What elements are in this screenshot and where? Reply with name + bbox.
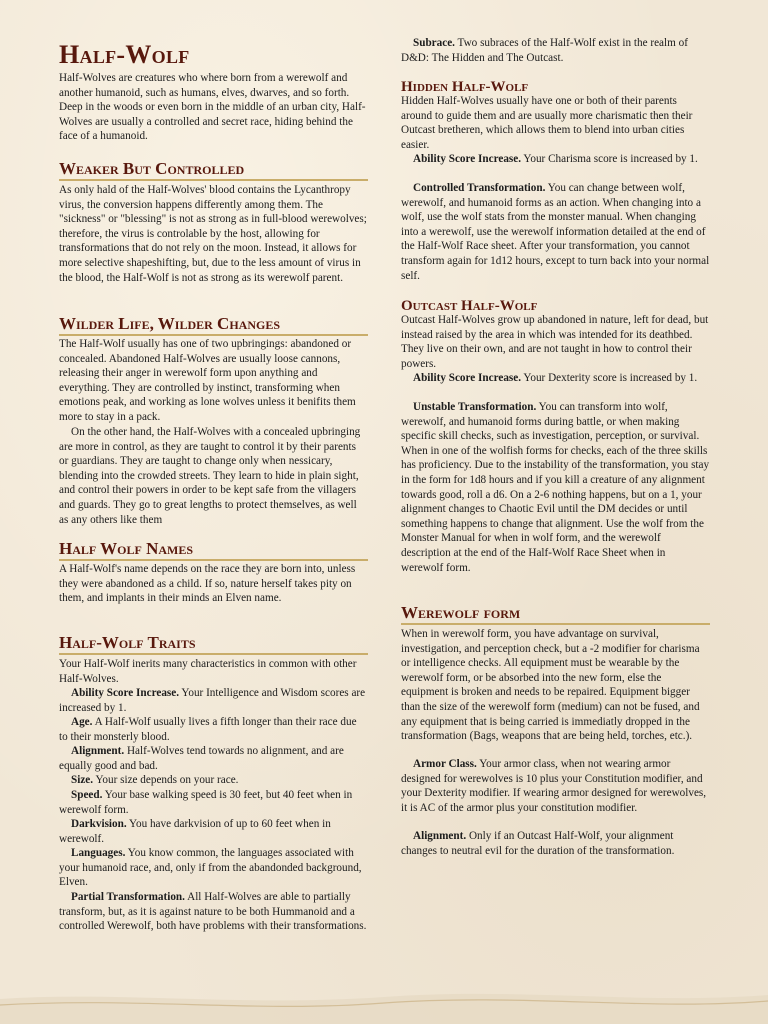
- wilder-paragraph-2: On the other hand, the Half-Wolves with a concealed upbringing are more in control, as they are taught to control it by their parents or guardians. They are taught to change only when nessicary, blending into the crowded streets. They learn to hide in plain sight, and control their powers in order to be kept safe from the villagers and guards. They go to great lengths to protect themselves, as well as any others like them: [59, 426, 361, 526]
- hidden-paragraph: Hidden Half-Wolves usually have one or both of their parents around to guide them and are usually more charismatic then their Outcast bretheren, which allows them to blend into urban cities easier.: [401, 95, 693, 151]
- subrace-paragraph: Subrace. Two subraces of the Half-Wolf exist in the realm of D&D: The Hidden and The Outcast.: [401, 37, 688, 64]
- hidden-ability-score: Ability Score Increase. Your Charisma score is increased by 1.: [413, 153, 698, 165]
- outcast-paragraph: Outcast Half-Wolves grow up abandoned in nature, left for dead, but instead raised by the area in which was intended for its deathbed. They live on their own, and are not taught in how to control their powers.: [401, 314, 709, 370]
- outcast-ability-score: Ability Score Increase. Your Dexterity score is increased by 1.: [413, 372, 698, 384]
- werewolf-paragraph: When in werewolf form, you have advantage on survival, investigation, and perception check, but a -2 modifier for charisma or intelligence checks. All equipment must be wearable by the werewolf form, or be absorbed into the new form, else the equipment is broken and needs to be repaired. Equipment bigger than the size of the werewolf form (medium) can not be fused, and any equipment that is being carried is immediatly dropped in the transformation (Bags, weapons that are being held, torches, etc.).: [401, 628, 700, 743]
- heading-hidden-half-wolf: Hidden Half-Wolf: [401, 79, 529, 95]
- heading-werewolf-form: Werewolf form: [401, 603, 710, 625]
- page-title: Half-Wolf: [59, 40, 190, 69]
- werewolf-armor-class: Armor Class. Your armor class, when not wearing armor designed for werewolves is 10 plus your Constitution modifier, and your Dexterity modifier. If wearing armor designed for werewolves, it is AC of the armor plus your constitution modifier.: [401, 758, 707, 814]
- outcast-unstable-transformation: Unstable Transformation. You can transform into wolf, werewolf, and humanoid forms during battle, or when making specific skill checks, such as investigation, perception, or survival. When in one of the wolfish forms for checks, each of the three skills has proficiency. Due to the instability of the transformation, you stay in the form for 1d8 hours and if you kill a creature of any alignment towards good, roll a d6. On a 2-6 nothing happens, but on a 1, your alignment changes to Chaotic Evil until the DM decides or until something happens to change that alignment. Use the wolf from the Monster Manual for when in wolf form, and the werewolf description at the end of the Half-Wolf Race Sheet when in werewolf form.: [401, 401, 710, 574]
- trait-darkvision: Darkvision. You have darkvision of up to 60 feet when in werewolf.: [59, 818, 331, 845]
- wilder-paragraph-1: The Half-Wolf usually has one of two upbringings: abandoned or concealed. Abandoned Half-Wolves are usually loose cannons, releasing their anger in werewolf form upon anything and everything. They are controlled by instinct, transforming when emotions peak, and working as lone wolves unless it benifits them more to stay in a pack.: [59, 338, 356, 423]
- heading-weaker-but-controlled: Weaker But Controlled: [59, 159, 368, 181]
- heading-outcast-half-wolf: Outcast Half-Wolf: [401, 298, 538, 314]
- werewolf-alignment: Alignment. Only if an Outcast Half-Wolf, your alignment changes to neutral evil for the duration of the transformation.: [401, 830, 675, 857]
- trait-size: Size. Your size depends on your race.: [71, 774, 239, 786]
- trait-alignment: Alignment. Half-Wolves tend towards no alignment, and are equally good and bad.: [59, 745, 344, 772]
- trait-ability-score: Ability Score Increase. Your Intelligence and Wisdom scores are increased by 1.: [59, 687, 366, 714]
- trait-speed: Speed. Your base walking speed is 30 feet, but 40 feet when in werewolf form.: [59, 789, 353, 816]
- intro-paragraph: Half-Wolves are creatures who where born from a werewolf and another humanoid, such as humans, elves, dwarves, and so forth. Deep in the woods or even born in the middle of an urban city, Half-Wolves are usually a controlled and secret race, hiding behind the face of a humanoid.: [59, 72, 366, 143]
- heading-half-wolf-names: Half Wolf Names: [59, 539, 368, 561]
- trait-partial-transformation: Partial Transformation. All Half-Wolves are able to partially transform, but, as it is against nature to be both Hummanoid and a controlled Werewolf, both have problems with their transformations.: [59, 891, 367, 933]
- heading-wilder-life: Wilder Life, Wilder Changes: [59, 314, 368, 336]
- names-paragraph: A Half-Wolf's name depends on the race they are born into, unless they were abandoned as a child. If so, nature herself takes pity on them, and implants in their minds an Elven name.: [59, 563, 356, 605]
- trait-age: Age. A Half-Wolf usually lives a fifth longer than their race due to their monsterly blood.: [59, 716, 357, 743]
- traits-intro: Your Half-Wolf inerits many characteristics in common with other Half-Wolves.: [59, 658, 357, 685]
- hidden-controlled-transformation: Controlled Transformation. You can change between wolf, werewolf, and humanoid forms as an action. When changing into a wolf, use the wolf stats from the monster manual. When changing into a werewolf, use the werewolf information detailed at the end of the Half-Wolf Race sheet. After your transformation, you cannot transform again for 1d12 hours, except to turn back into your normal self.: [401, 182, 710, 282]
- trait-languages: Languages. You know common, the languages associated with your humanoid race, and, only if from the abandonded background, Elven.: [59, 847, 362, 889]
- weaker-paragraph: As only hald of the Half-Wolves' blood contains the Lycanthropy virus, the conversion happens differently among them. The "sickness" or "blessing" is not as strong as in full-blood werewolves; therefore, the virus is controlable by the host, allowing for transformations that do not rely on the moon. Instead, it allows for more selective shapeshifting, but, due to the less amount of virus in the blood, the Half-Wolf is not as strong as its werewolf parent.: [59, 184, 367, 284]
- heading-half-wolf-traits: Half-Wolf Traits: [59, 633, 368, 655]
- footer-ornament: [0, 985, 768, 1024]
